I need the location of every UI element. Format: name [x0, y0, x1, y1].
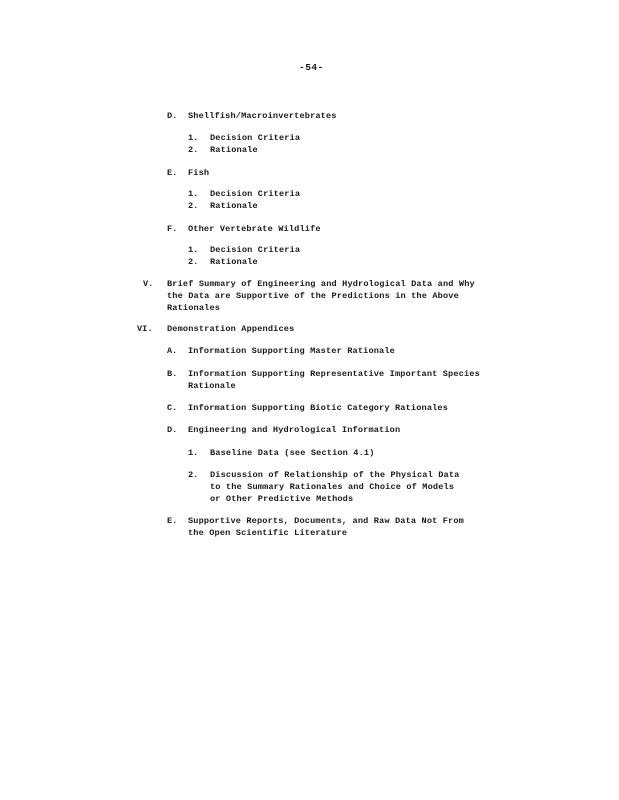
- outline-item-master-rationale: Information Supporting Master Rationale: [188, 346, 395, 356]
- outline-marker: 2.: [188, 470, 199, 480]
- outline-item-brief-summary: Brief Summary of Engineering and Hydrological Data and Why: [167, 279, 475, 289]
- outline-item-rationale: Rationale: [210, 201, 258, 211]
- outline-marker: F.: [167, 224, 178, 234]
- outline-marker: 1.: [188, 448, 199, 458]
- outline-item-rationale: Rationale: [210, 257, 258, 267]
- page-number: -54-: [299, 62, 324, 73]
- outline-item-supportive-reports: Supportive Reports, Documents, and Raw Data Not From: [188, 516, 464, 526]
- outline-marker: VI.: [137, 324, 153, 334]
- outline-item-discussion: Discussion of Relationship of the Physical Data: [210, 470, 460, 480]
- outline-marker: C.: [167, 403, 178, 413]
- outline-marker: 1.: [188, 133, 199, 143]
- outline-item-other-vertebrate-wildlife: Other Vertebrate Wildlife: [188, 224, 321, 234]
- outline-marker: E.: [167, 168, 178, 178]
- outline-item-decision-criteria: Decision Criteria: [210, 245, 301, 255]
- outline-marker: 1.: [188, 189, 199, 199]
- outline-item-discussion-line3: or Other Predictive Methods: [210, 494, 354, 504]
- outline-item-supportive-reports-line2: the Open Scientific Literature: [188, 528, 348, 538]
- outline-item-decision-criteria: Decision Criteria: [210, 189, 301, 199]
- outline-item-brief-summary-line3: Rationales: [167, 303, 221, 313]
- outline-item-brief-summary-line2: the Data are Supportive of the Predictions in the Above: [167, 291, 459, 301]
- outline-item-engineering-hydrological: Engineering and Hydrological Information: [188, 425, 401, 435]
- outline-item-rationale: Rationale: [210, 145, 258, 155]
- outline-marker: A.: [167, 346, 178, 356]
- outline-item-decision-criteria: Decision Criteria: [210, 133, 301, 143]
- outline-marker: 1.: [188, 245, 199, 255]
- outline-marker: B.: [167, 369, 178, 379]
- outline-item-baseline-data: Baseline Data (see Section 4.1): [210, 448, 375, 458]
- outline-marker: D.: [167, 111, 178, 121]
- outline-marker: E.: [167, 516, 178, 526]
- outline-marker: 2.: [188, 257, 199, 267]
- outline-marker: 2.: [188, 145, 199, 155]
- outline-marker: D.: [167, 425, 178, 435]
- outline-item-demonstration-appendices: Demonstration Appendices: [167, 324, 295, 334]
- outline-marker: V.: [143, 279, 154, 289]
- outline-item-discussion-line2: to the Summary Rationales and Choice of Models: [210, 482, 455, 492]
- outline-item-fish: Fish: [188, 168, 210, 178]
- outline-item-shellfish: Shellfish/Macroinvertebrates: [188, 111, 337, 121]
- outline-item-representative-species-line2: Rationale: [188, 381, 236, 391]
- outline-item-representative-species: Information Supporting Representative Important Species: [188, 369, 480, 379]
- outline-item-biotic-category: Information Supporting Biotic Category Rationales: [188, 403, 449, 413]
- outline-marker: 2.: [188, 201, 199, 211]
